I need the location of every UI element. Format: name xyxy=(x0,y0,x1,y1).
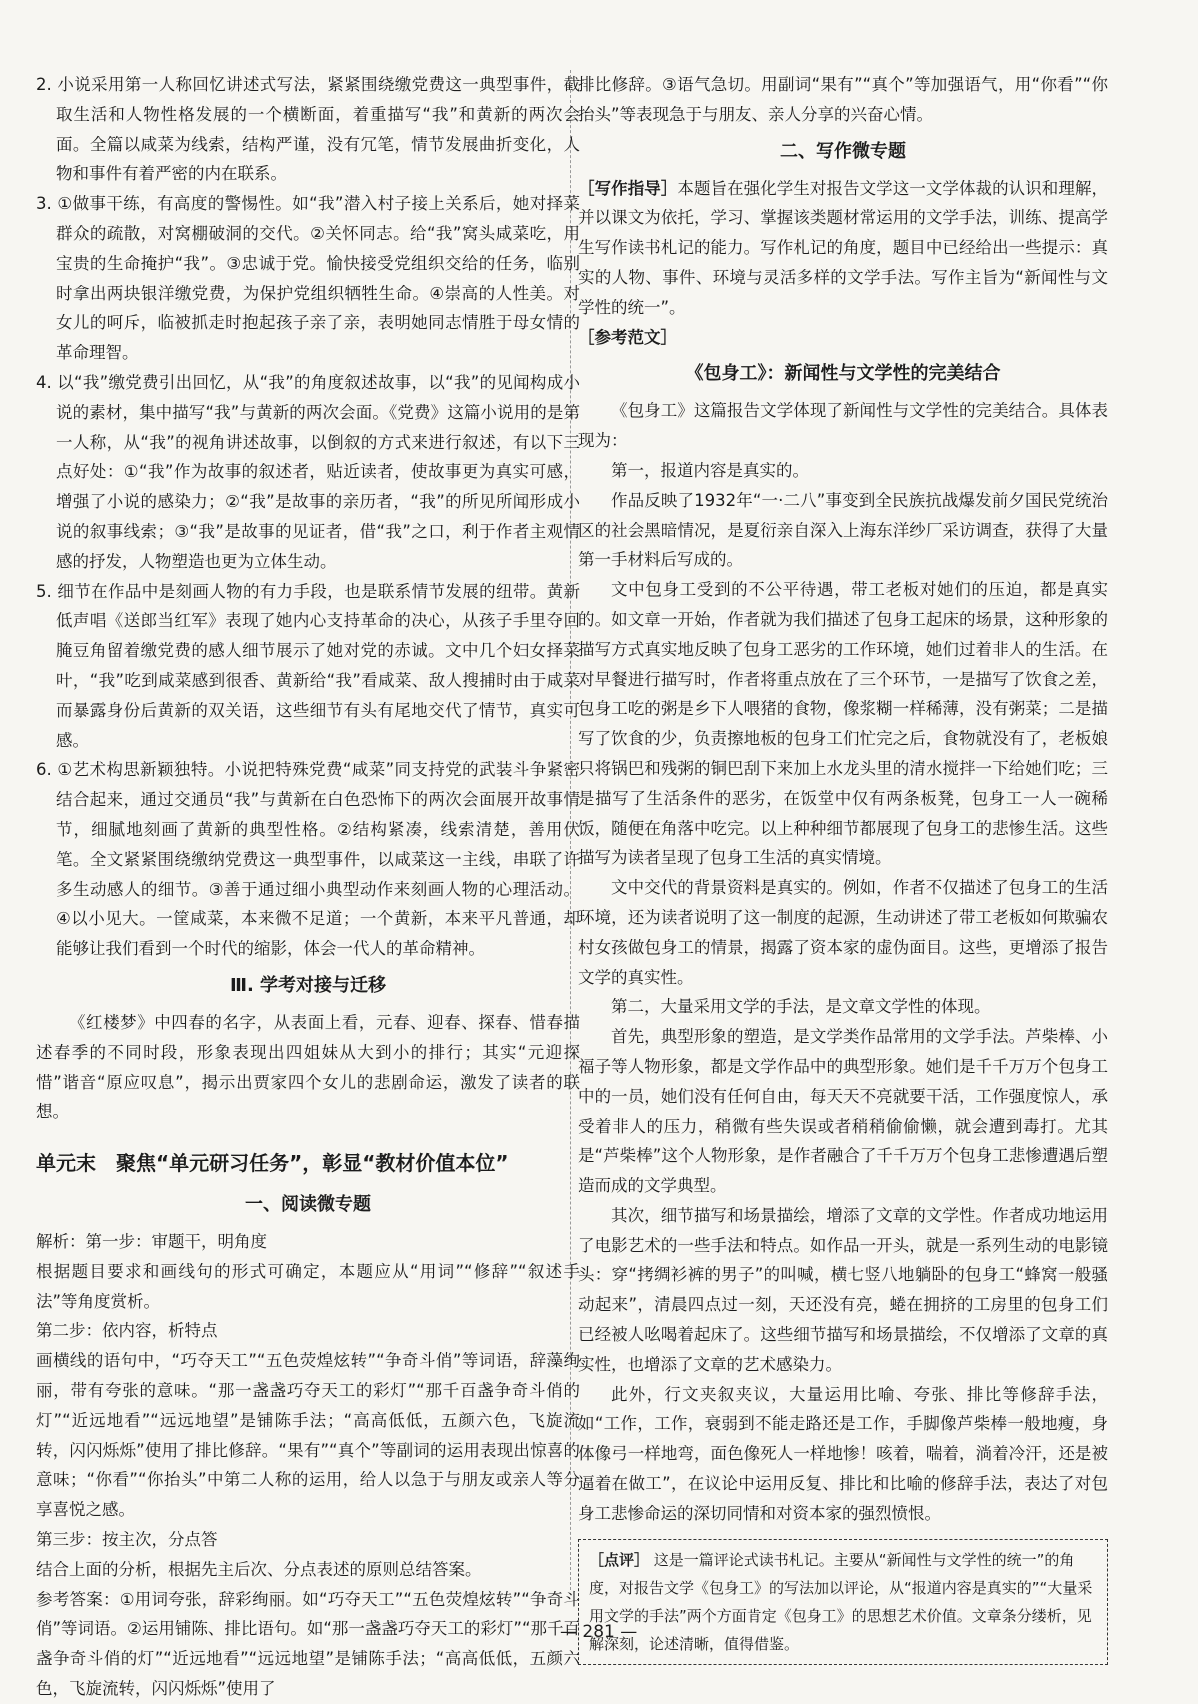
sample-paragraph: 此外，行文夹叙夹议，大量运用比喻、夸张、排比等修辞手法，如“工作，工作，衰弱到不能走路还是工作，手脚像芦柴棒一般地瘦，身体像弓一样地弯，面色像死人一样地惨！咳着，喘着，淌着冷汗，还是被逼着在做工”，在议论中运用反复、排比和比喻的修辞手法，表达了对包身工悲惨命运的深切同情和对资本家的强烈愤恨。 xyxy=(578,1384,1108,1523)
sample-paragraph: 《包身工》这篇报告文学体现了新闻性与文学性的完美结合。具体表现为： xyxy=(578,401,1108,451)
analysis-line: 根据题目要求和画线句的形式可确定，本题应从“用词”“修辞”“叙述手法”等角度赏析。 xyxy=(36,1261,580,1311)
answer-item-6: 6. ①艺术构思新颖独特。小说把特殊党费“咸菜”同支持党的武装斗争紧密结合起来，通过交通员“我”与黄新在白色恐怖下的两次会面展开故事情节，细腻地刻画了黄新的典型性格。②结构紧凑，线索清楚，善用伏笔。全文紧紧围绕缴纳党费这一典型事件，以咸菜这一主线，串联了许多生动感人的细节。③善于通过细小典型动作来刻画人物的心理活动。④以小见大。一筐咸菜，本来微不足道；一个黄新，本来平凡普通，却能够让我们看到一个时代的缩影，体会一代人的革命精神。 xyxy=(36,760,580,959)
sample-paragraph: 第二，大量采用文学的手法，是文章文学性的体现。 xyxy=(611,997,991,1017)
sample-paragraph: 第一，报道内容是真实的。 xyxy=(611,460,809,480)
section3-text: 《红楼梦》中四春的名字，从表面上看，元春、迎春、探春、惜春描述春季的不同时段，形象表现出四姐妹从大到小的排行；其实“元迎探惜”谐音“原应叹息”，揭示出贾家四个女儿的悲剧命运，激发了读者的联想。 xyxy=(36,1012,580,1122)
answer-item-4: 4. 以“我”缴党费引出回忆，从“我”的角度叙述故事，以“我”的见闻构成小说的素材，集中描写“我”与黄新的两次会面。《党费》这篇小说用的是第一人称，从“我”的视角讲述故事，以倒叙的方式来进行叙述，有以下三点好处：①“我”作为故事的叙述者，贴近读者，使故事更为真实可感，增强了小说的感染力；②“我”是故事的亲历者，“我”的所见所闻形成小说的叙事线索；③“我”是故事的见证者，借“我”之口，利于作者主观情感的抒发，人物塑造也更为立体生动。 xyxy=(36,372,580,571)
sample-paragraph: 其次，细节描写和场景描绘，增添了文章的文学性。作者成功地运用了电影艺术的一些手法和特点。如作品一开头，就是一系列生动的电影镜头：穿“拷绸衫裤的男子”的叫喊，横七竖八地躺卧的包身工“蜂窝一般骚动起来”，清晨四点过一刻，天还没有亮，蜷在拥挤的工房里的包身工们已经被人吆喝着起床了。这些细节描写和场景描绘，不仅增添了文章的真实性，也增添了文章的艺术感染力。 xyxy=(578,1205,1108,1374)
unit-title: 单元末 聚焦“单元研习任务”，彰显“教材价值本位” xyxy=(36,1151,509,1176)
right-top-text: 排比修辞。③语气急切。用副词“果有”“真个”等加强语气，用“你看”“你抬头”等表现急于与朋友、亲人分享的兴奋心情。 xyxy=(578,75,1108,124)
sample-paragraph: 文中交代的背景资料是真实的。例如，作者不仅描述了包身工的生活环境，还为读者说明了这一制度的起源，生动讲述了带工老板如何欺骗农村女孩做包身工的情景，揭露了资本家的虚伪面目。这些，更增添了报告文学的真实性。 xyxy=(578,878,1108,987)
writing-guide xyxy=(578,174,1108,323)
page-number: — 281 — xyxy=(560,1622,638,1642)
analysis-line: 第三步：按主次，分点答 xyxy=(36,1530,218,1550)
sample-paragraph: 作品反映了1932年“一·二八”事变到全民族抗战爆发前夕国民党统治区的社会黑暗情况，是夏衍亲自深入上海东洋纱厂采访调查，获得了大量第一手材料后写成的。 xyxy=(578,490,1108,570)
analysis-line: 画横线的语句中，“巧夺天工”“五色荧煌炫转”“争奇斗俏”等词语，辞藻绚丽，带有夸张的意味。“那一盏盏巧夺天工的彩灯”“那千百盏争奇斗俏的灯”“近远地看”“远远地望”是铺陈手法；“高高低低，五颜六色，飞旋流转，闪闪烁烁”使用了排比修辞。“果有”“真个”等副词的运用表现出惊喜的意味；“你看”“你抬头”中第二人称的运用，给人以急于与朋友或亲人等分享喜悦之感。 xyxy=(36,1351,580,1520)
answer-item-2: 2. 小说采用第一人称回忆讲述式写法，紧紧围绕缴党费这一典型事件，截取生活和人物性格发展的一个横断面，着重描写“我”和黄新的两次会面。全篇以咸菜为线索，结构严谨，没有冗笔，情节发展曲折变化，人物和事件有着严密的内在联系。 xyxy=(36,75,580,184)
analysis-line: 第二步：依内容，析特点 xyxy=(36,1321,218,1341)
writing-title: 二、写作微专题 xyxy=(780,140,906,162)
comment-label: ［点评］ xyxy=(589,1550,650,1569)
sample-label: ［参考范文］ xyxy=(578,327,677,347)
guide-text: 本题旨在强化学生对报告文学这一文学体裁的认识和理解，并以课文为依托，学习、掌握该类题材常运用的文学手法，训练、提高学生写作读书札记的能力。写作札记的角度，题目中已经给出一些提示：真实的人物、事件、环境与灵活多样的文学手法。写作主旨为“新闻性与文学性的统一”。 xyxy=(578,178,1109,317)
sample-title: 《包身工》：新闻性与文学性的完美结合 xyxy=(685,363,1001,385)
guide-label: ［写作指导］ xyxy=(578,178,678,198)
analysis-line: 参考答案：①用词夸张，辞彩绚丽。如“巧夺天工”“五色荧煌炫转”“争奇斗俏”等词语。②运用铺陈、排比语句。如“那一盏盏巧夺天工的彩灯”“那千百盏争奇斗俏的灯”“近远地看”“远远地望”是铺陈手法；“高高低低，五颜六色，飞旋流转，闪闪烁烁”使用了 xyxy=(36,1589,580,1699)
comment-text: 这是一篇评论式读书札记。主要从“新闻性与文学性的统一”的角度，对报告文学《包身工》的写法加以评论，从“报道内容是真实的”“大量采用文学的手法”两个方面肯定《包身工》的思想艺术价值。文章条分缕析，见解深刻，论述清晰，值得借鉴。 xyxy=(589,1550,1093,1653)
reading-title: 一、阅读微专题 xyxy=(245,1194,371,1216)
analysis-line: 解析：第一步：审题干，明角度 xyxy=(36,1232,267,1252)
sample-paragraph: 首先，典型形象的塑造，是文学类作品常用的文学手法。芦柴棒、小福子等人物形象，都是文学作品中的典型形象。她们是千千万万个包身工中的一员，她们没有任何自由，每天天不亮就要干活，工作强度惊人，承受着非人的压力，稍微有些失误或者稍稍偷偷懒，就会遭到毒打。尤其是“芦柴棒”这个人物形象，是作者融合了千千万万个包身工悲惨遭遇后塑造而成的文学典型。 xyxy=(578,1027,1108,1196)
sample-paragraph: 文中包身工受到的不公平待遇，带工老板对她们的压迫，都是真实的。如文章一开始，作者就为我们描述了包身工起床的场景，这种形象的描写方式真实地反映了包身工恶劣的工作环境，她们过着非人的生活。在对早餐进行描写时，作者将重点放在了三个环节，一是描写了饮食之差，包身工吃的粥是乡下人喂猪的食物，像浆糊一样稀薄，没有粥菜；二是描写了饮食的少，负责擦地板的包身工们忙完之后，食物就没有了，老板娘只将锅巴和残粥的铜巴刮下来加上水龙头里的清水搅拌一下给她们吃；三是描写了生活条件的恶劣，在饭堂中仅有两条板凳，包身工一人一碗稀饭，随便在角落中吃完。以上种种细节都展现了包身工的悲惨生活。这些描写为读者呈现了包身工生活的真实情境。 xyxy=(578,580,1108,868)
analysis-line: 结合上面的分析，根据先主后次、分点表述的原则总结答案。 xyxy=(36,1559,482,1579)
right-column xyxy=(578,70,1108,1665)
comment-box xyxy=(578,1539,1108,1665)
answer-item-3: 3. ①做事干练，有高度的警惕性。如“我”潜入村子接上关系后，她对择菜群众的疏散，对窝棚破洞的交代。②关怀同志。给“我”窝头咸菜吃，用宝贵的生命掩护“我”。③忠诚于党。愉快接受党组织交给的任务，临别时拿出两块银洋缴党费，为保护党组织牺牲生命。④崇高的人性美。对女儿的呵斥，临被抓走时抱起孩子亲了亲，表明她同志情胜于母女情的革命理智。 xyxy=(36,194,580,363)
left-column xyxy=(36,70,580,1704)
answer-item-5: 5. 细节在作品中是刻画人物的有力手段，也是联系情节发展的纽带。黄新低声唱《送郎当红军》表现了她内心支持革命的决心，从孩子手里夺回腌豆角留着缴党费的感人细节展示了她对党的赤诚。文中几个妇女择菜叶，“我”吃到咸菜感到很香、黄新给“我”看咸菜、敌人搜捕时由于咸菜而暴露身份后黄新的双关语，这些细节有头有尾地交代了情节，真实可感。 xyxy=(36,581,580,750)
section3-title: Ⅲ. 学考对接与迁移 xyxy=(229,974,387,996)
